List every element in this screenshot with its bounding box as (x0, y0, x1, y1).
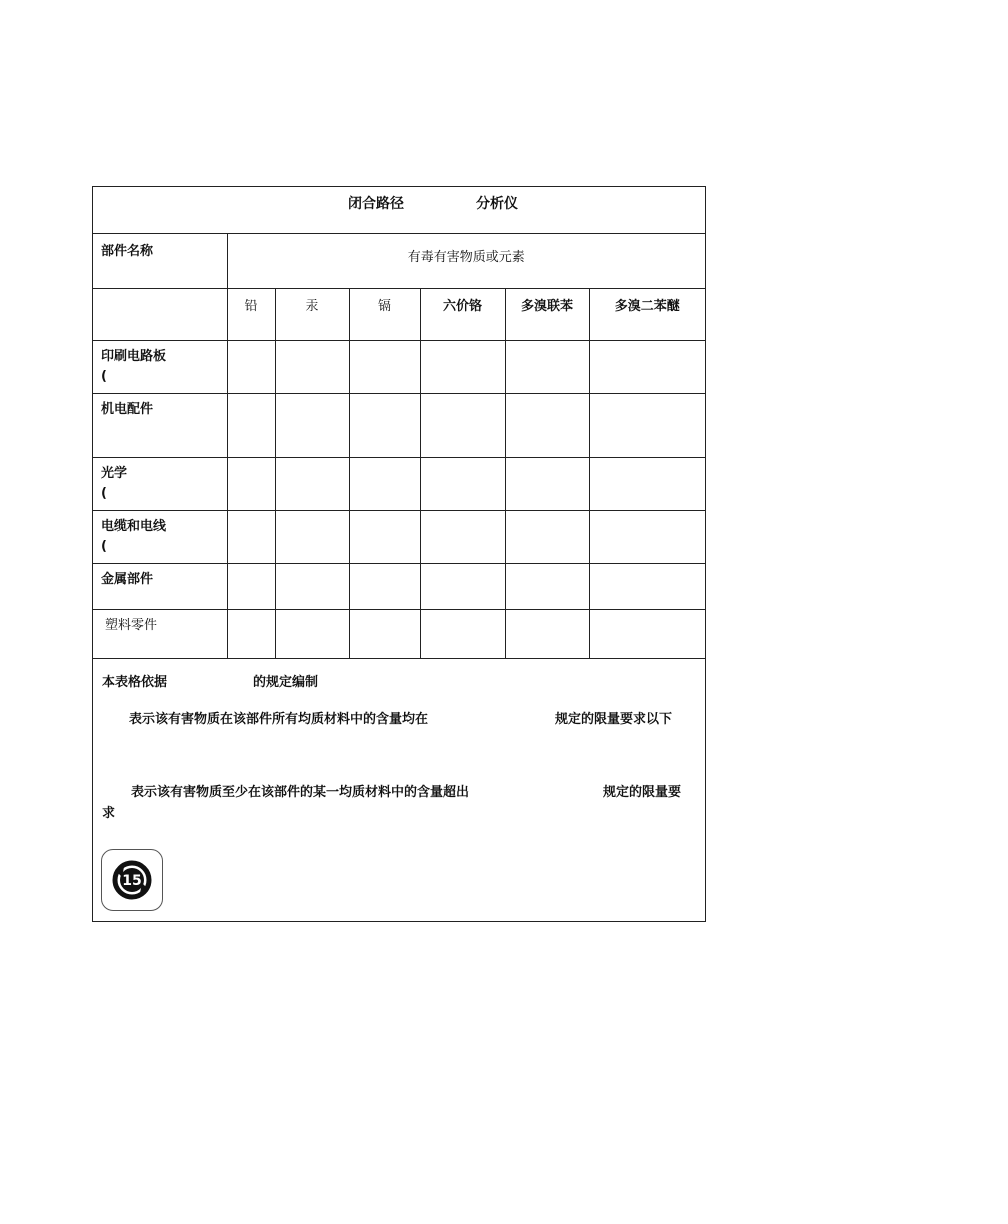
part-sub: ( (101, 485, 107, 501)
environment-friendly-use-period-icon (101, 849, 163, 911)
table-row (93, 563, 705, 609)
table-row (93, 609, 705, 658)
cell (420, 457, 505, 510)
cell (589, 457, 705, 510)
cell (275, 609, 349, 658)
column-header-hexavalent-chromium: 六价铬 (420, 288, 505, 340)
cell (589, 609, 705, 658)
substances-table (93, 234, 705, 658)
part-name: 塑料零件 (105, 617, 158, 633)
column-header-pbb: 多溴联苯 (505, 288, 589, 340)
notes-section (93, 658, 705, 921)
cell (227, 563, 275, 609)
cell (227, 393, 275, 457)
part-cell (93, 457, 227, 510)
title-row (93, 187, 705, 234)
cell (275, 393, 349, 457)
cell (589, 510, 705, 563)
cell (420, 393, 505, 457)
column-header-mercury: 汞 (275, 288, 349, 340)
part-sub: ( (101, 368, 107, 384)
efup-number: 15 (122, 873, 142, 889)
title-instrument: 闭合路径 (348, 196, 404, 212)
part-cell (93, 609, 227, 658)
cell (420, 609, 505, 658)
note-below-limit: 表示该有害物质在该部件所有均质材料中的含量均在 (129, 712, 429, 727)
cell (505, 510, 589, 563)
cell (420, 510, 505, 563)
cell (589, 393, 705, 457)
note-below-limit-end: 规定的限量要求以下 (555, 712, 673, 727)
part-cell (93, 393, 227, 457)
part-sub: ( (101, 538, 107, 554)
table-row (93, 510, 705, 563)
cell (420, 340, 505, 393)
part-name: 机电配件 (101, 401, 154, 417)
cell (275, 510, 349, 563)
note-exceeds-limit-end: 规定的限量要 (603, 785, 682, 800)
title-analyzer: 分析仪 (476, 196, 518, 212)
cell (227, 510, 275, 563)
table-row (93, 340, 705, 393)
cell (505, 609, 589, 658)
cell (505, 340, 589, 393)
part-name-header: 部件名称 (93, 234, 227, 288)
part-cell (93, 510, 227, 563)
cell (227, 457, 275, 510)
cell (275, 563, 349, 609)
part-name: 金属部件 (101, 571, 154, 587)
column-header-cadmium: 镉 (349, 288, 420, 340)
header-row-columns (93, 288, 705, 340)
cell (589, 563, 705, 609)
cell (275, 340, 349, 393)
column-header-lead: 铅 (227, 288, 275, 340)
cell (589, 340, 705, 393)
basis-text: 的规定编制 (253, 675, 319, 690)
cell (505, 563, 589, 609)
cell (349, 340, 420, 393)
part-cell (93, 563, 227, 609)
cell (349, 510, 420, 563)
cell (349, 393, 420, 457)
cell (227, 340, 275, 393)
column-header-pbde: 多溴二苯醚 (589, 288, 705, 340)
cell (505, 393, 589, 457)
note-exceeds-limit: 表示该有害物质至少在该部件的某一均质材料中的含量超出 (131, 785, 470, 800)
note-exceeds-limit-cont: 求 (102, 806, 116, 821)
efup-15-icon (102, 850, 162, 910)
cell (349, 609, 420, 658)
part-name: 光学 (101, 465, 128, 481)
header-row-group (93, 234, 705, 288)
cell (505, 457, 589, 510)
cell (349, 563, 420, 609)
part-cell (93, 340, 227, 393)
substances-group-header: 有毒有害物质或元素 (227, 234, 705, 288)
part-name: 印刷电路板 (101, 348, 167, 364)
basis-label: 本表格依据 (102, 675, 168, 690)
cell (227, 609, 275, 658)
cell (349, 457, 420, 510)
cell (275, 457, 349, 510)
cell (420, 563, 505, 609)
empty-header-cell (93, 288, 227, 340)
hazardous-substances-table-document (92, 186, 706, 922)
table-row (93, 393, 705, 457)
part-name: 电缆和电线 (101, 518, 167, 534)
table-row (93, 457, 705, 510)
